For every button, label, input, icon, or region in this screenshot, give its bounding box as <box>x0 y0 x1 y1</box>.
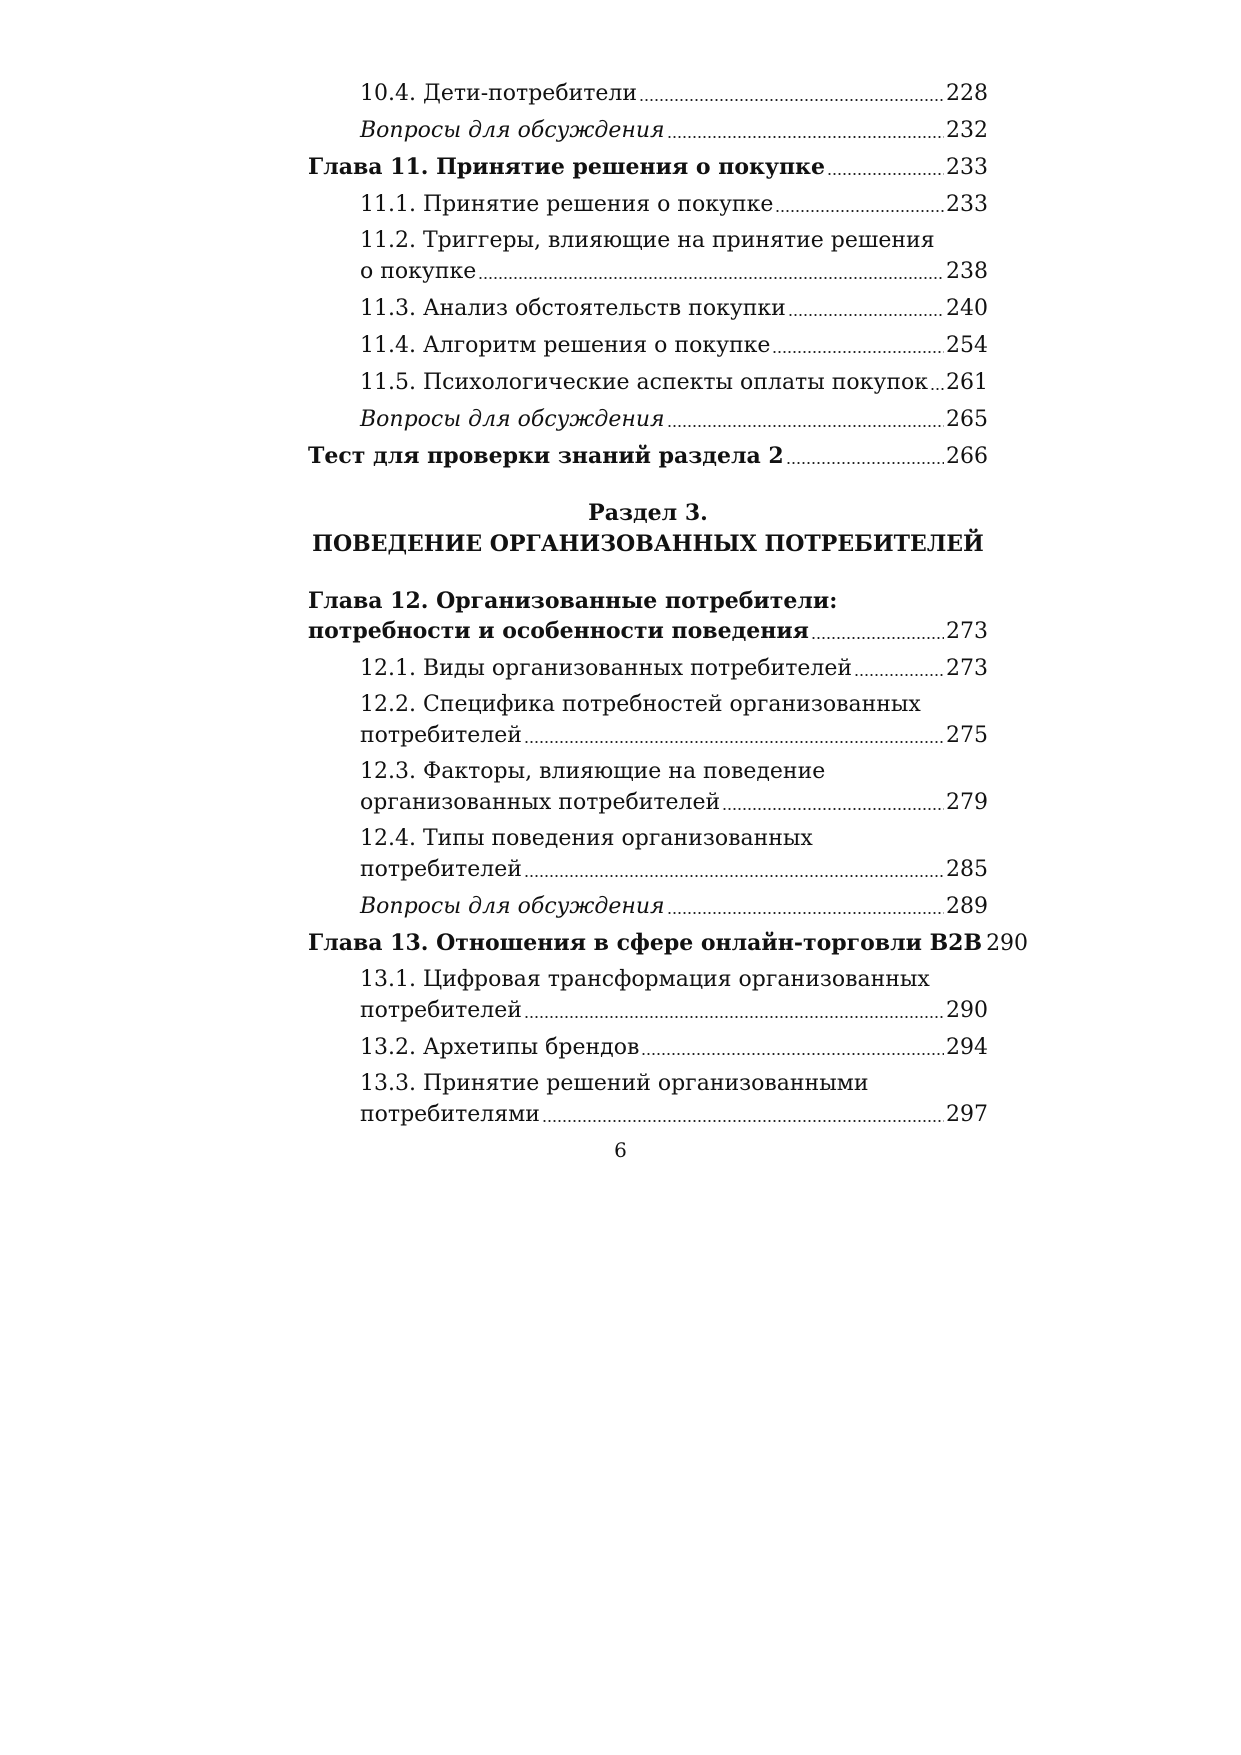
toc-entry <box>308 891 988 922</box>
toc-page-number: 232 <box>946 118 988 143</box>
toc-entry-title: организованных потребителей <box>360 790 721 815</box>
toc-block-section-3 <box>308 586 1029 1130</box>
toc-page-number: 290 <box>946 998 988 1023</box>
toc-entry-title: Вопросы для обсуждения <box>360 407 665 432</box>
toc-entry-title-line: 12.4. Типы поведения организованных <box>360 826 813 851</box>
toc-entry <box>308 1032 988 1063</box>
toc-chapter-entry <box>308 152 988 183</box>
toc-entry-title: Тест для проверки знаний раздела 2 <box>308 443 784 469</box>
toc-entry-title: потребителей <box>360 723 522 748</box>
toc-entry <box>308 1069 988 1130</box>
toc-entry-title: потребителей <box>360 998 522 1023</box>
toc-page-number: 266 <box>946 444 988 469</box>
toc-entry-title: 12.1. Виды организованных потребителей <box>360 656 853 681</box>
toc-entry-title-line: 12.3. Факторы, влияющие на поведение <box>360 759 826 784</box>
toc-entry <box>308 965 988 1026</box>
toc-entry-title: потребителей <box>360 857 522 882</box>
toc-entry <box>308 690 988 751</box>
toc-page-number: 275 <box>946 723 988 748</box>
toc-entry-title: 13.2. Архетипы брендов <box>360 1035 640 1060</box>
toc-page-number: 290 <box>986 931 1029 956</box>
dot-leader <box>524 997 944 1019</box>
toc-entry <box>308 404 988 435</box>
dot-leader <box>667 893 944 915</box>
toc-page-number: 273 <box>946 656 988 681</box>
toc-page-number: 279 <box>946 790 988 815</box>
toc-entry-title: потребности и особенности поведения <box>308 618 809 644</box>
dot-leader <box>788 295 944 317</box>
toc-page-number: 297 <box>946 1102 988 1127</box>
section-title: ПОВЕДЕНИЕ ОРГАНИЗОВАННЫХ ПОТРЕБИТЕЛЕЙ <box>312 531 984 557</box>
toc-page-number: 273 <box>946 619 988 644</box>
toc-entry <box>308 226 988 287</box>
toc-block-section-2 <box>308 78 988 472</box>
toc-page-number: 294 <box>946 1035 988 1060</box>
toc-entry-title: 10.4. Дети-потребители <box>360 81 638 106</box>
dot-leader <box>641 1034 944 1056</box>
toc-entry-title: Глава 13. Отношения в сфере онлайн-торговли B2B <box>308 930 983 956</box>
toc-entry <box>308 189 988 220</box>
toc-entry <box>308 367 988 398</box>
toc-entry-title: 11.5. Психологические аспекты оплаты покупок <box>360 370 928 395</box>
toc-page-number: 265 <box>946 407 988 432</box>
toc-page-number: 233 <box>946 155 988 180</box>
toc-page-number: 285 <box>946 857 988 882</box>
toc-chapter-entry <box>308 441 988 472</box>
table-of-contents <box>308 78 1029 1136</box>
toc-entry-title-line: 12.2. Специфика потребностей организованных <box>360 692 921 717</box>
toc-page-number: 233 <box>946 192 988 217</box>
toc-entry <box>308 330 988 361</box>
toc-entry <box>308 78 988 109</box>
toc-entry-title: Глава 11. Принятие решения о покупке <box>308 154 825 180</box>
toc-entry-title: 11.4. Алгоритм решения о покупке <box>360 333 771 358</box>
toc-page-number: 238 <box>946 259 988 284</box>
dot-leader <box>772 332 944 354</box>
toc-entry-title: 11.3. Анализ обстоятельств покупки <box>360 296 786 321</box>
toc-entry-title-line: Глава 12. Организованные потребители: <box>308 588 838 614</box>
toc-page-number: 240 <box>946 296 988 321</box>
toc-entry-title-line: 11.2. Триггеры, влияющие на принятие решения <box>360 228 935 253</box>
toc-entry-title: 11.1. Принятие решения о покупке <box>360 192 774 217</box>
toc-entry <box>308 824 988 885</box>
toc-page-number: 289 <box>946 894 988 919</box>
toc-entry-title: Вопросы для обсуждения <box>360 894 665 919</box>
dot-leader <box>786 443 944 465</box>
toc-page-number: 254 <box>946 333 988 358</box>
page-number: 6 <box>614 1138 627 1162</box>
section-heading <box>308 498 988 560</box>
dot-leader <box>667 406 944 428</box>
dot-leader <box>854 655 944 677</box>
toc-entry-title-line: 13.1. Цифровая трансформация организованных <box>360 967 930 992</box>
dot-leader <box>478 258 944 280</box>
toc-entry <box>308 115 988 146</box>
toc-entry <box>308 757 988 818</box>
dot-leader <box>639 80 944 102</box>
section-number: Раздел 3. <box>588 500 708 526</box>
dot-leader <box>542 1101 944 1123</box>
dot-leader <box>667 117 944 139</box>
toc-chapter-entry <box>308 928 1029 959</box>
toc-page-number: 261 <box>946 370 988 395</box>
dot-leader <box>524 856 944 878</box>
toc-entry-title: Вопросы для обсуждения <box>360 118 665 143</box>
toc-entry-title-line: 13.3. Принятие решений организованными <box>360 1071 869 1096</box>
toc-entry-title: о покупке <box>360 259 477 284</box>
dot-leader <box>811 618 944 640</box>
toc-entry <box>308 653 988 684</box>
dot-leader <box>722 789 944 811</box>
toc-entry-title: потребителями <box>360 1102 540 1127</box>
toc-entry <box>308 293 988 324</box>
toc-page-number: 228 <box>946 81 988 106</box>
dot-leader <box>930 369 944 391</box>
dot-leader <box>775 191 944 213</box>
dot-leader <box>827 154 944 176</box>
dot-leader <box>524 722 944 744</box>
toc-chapter-entry <box>308 586 988 647</box>
